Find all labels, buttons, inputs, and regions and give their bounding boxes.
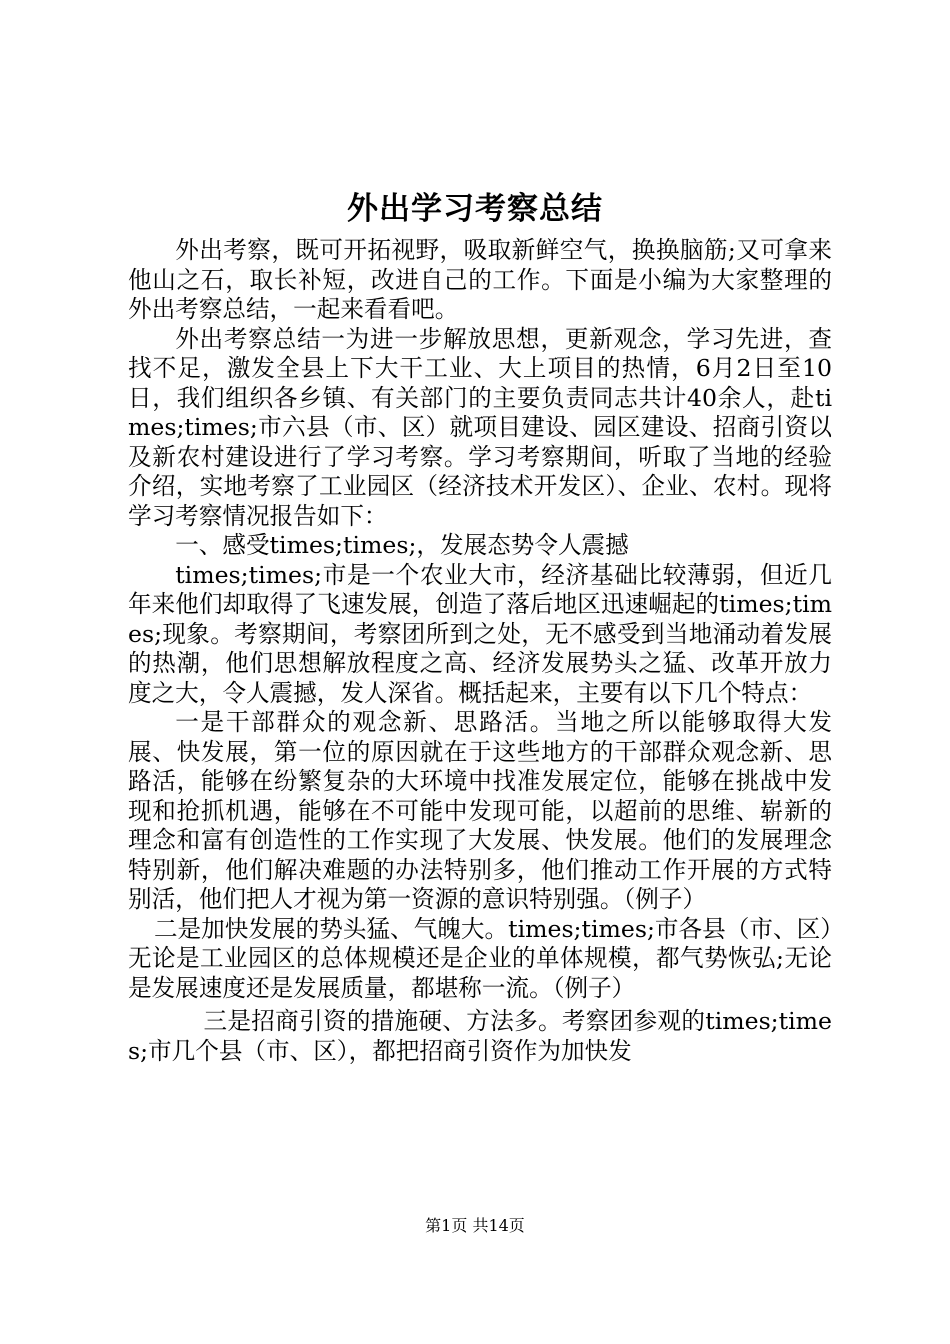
page-number-footer: 第1页 共14页 — [425, 1216, 525, 1235]
document-title: 外出学习考察总结 — [347, 191, 603, 227]
paragraph-point-one: 一是干部群众的观念新、思路活。当地之所以能够取得大发展、快发展，第一位的原因就在于这些地方的干部群众观念新、思路活，能够在纷繁复杂的大环境中找准发展定位，能够在挑战中发现和抢抓机遇，能够在不可能中发现可能，以超前的思维、崭新的理念和富有创造性的工作实现了大发展、快发展。他们的发展理念特别新，他们解决难题的办法特别多，他们推动工作开展的方式特别活，他们把人才视为第一资源的意识特别强。（例子） — [128, 708, 832, 913]
paragraph-city-overview: times;times;市是一个农业大市，经济基础比较薄弱，但近几年来他们却取得了飞速发展，创造了落后地区迅速崛起的times;times;现象。考察期间，考察团所到之处，无不感受到当地涌动着发展的热潮，他们思想解放程度之高、经济发展势头之猛、改革开放力度之大，令人震撼，发人深省。概括起来，主要有以下几个特点： — [128, 560, 832, 707]
paragraph-point-two: 二是加快发展的势头猛、气魄大。times;times;市各县（市、区）无论是工业园区的总体规模还是企业的单体规模，都气势恢弘;无论是发展速度还是发展质量，都堪称一流。（例子） — [128, 914, 832, 1002]
section-heading-one: 一、感受times;times;，发展态势令人震撼 — [175, 531, 629, 559]
document-body — [128, 236, 832, 1066]
paragraph-point-three: 三是招商引资的措施硬、方法多。考察团参观的times;times;市几个县（市、区），都把招商引资作为加快发 — [128, 1007, 832, 1065]
paragraph-summary-one: 外出考察总结一为进一步解放思想，更新观念，学习先进，查找不足，激发全县上下大干工业、大上项目的热情，6月2日至10日，我们组织各乡镇、有关部门的主要负责同志共计40余人，赴times;times;市六县（市、区）就项目建设、园区建设、招商引资以及新农村建设进行了学习考察。学习考察期间，听取了当地的经验介绍，实地考察了工业园区（经济技术开发区）、企业、农村。现将学习考察情况报告如下： — [128, 324, 832, 530]
paragraph-intro: 外出考察，既可开拓视野，吸取新鲜空气，换换脑筋;又可拿来他山之石，取长补短，改进自己的工作。下面是小编为大家整理的外出考察总结，一起来看看吧。 — [128, 236, 832, 323]
